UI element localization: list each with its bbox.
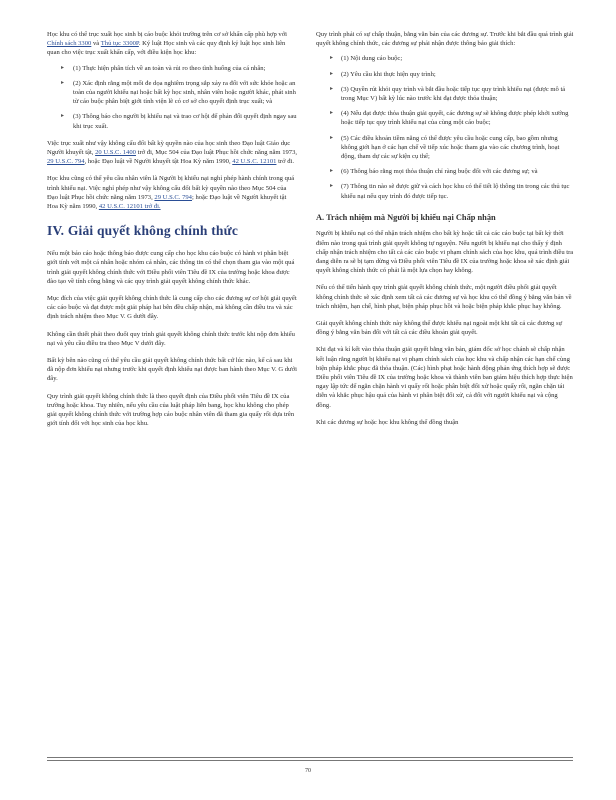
list-item-text: (2) Xác định rằng một mối đe dọa nghiêm trọng sắp xảy ra đối với sức khỏe hoặc an toàn của người khiếu nại hoặc bất kỳ học sinh, nhân viên hoặc người khác, phát sinh từ cáo buộc phân biệt giới tính viện lẽ có cơ sở cho quyết định trục xuất; và xyxy=(73,79,296,106)
leave-paragraph xyxy=(47,174,299,211)
rights-paragraph xyxy=(47,139,299,167)
bullet-icon: ▸ xyxy=(330,55,334,62)
rights-text: Việc trục xuất như vậy không cấu đổi bất kỳ quyền nào của học sinh theo Đạo luật Giáo dục Người khuyết tật, xyxy=(47,139,291,157)
list-item xyxy=(47,79,299,107)
list-item-text: (1) Nội dung cáo buộc; xyxy=(341,55,403,63)
list-item xyxy=(47,112,299,130)
list-item xyxy=(316,167,574,176)
bullet-icon: ▸ xyxy=(61,113,65,120)
list-item-text: (3) Quyền rút khỏi quy trình và bắt đầu hoặc tiếp tục quy trình khiếu nại (được mô tả trong Mục V) bất kỳ lúc nào trước khi đạt được thỏa thuận; xyxy=(341,85,566,103)
subsection-heading: A. Trách nhiệm mà Người bị khiếu nại Chấp nhận xyxy=(316,212,496,222)
list-item xyxy=(316,85,574,103)
body-paragraph: Giải quyết không chính thức này không thể được khiếu nại ngoài một khi tất cả các đương sự đồng ý bằng văn bản đối với tất cả các điều khoản giải quyết. xyxy=(316,319,563,337)
body-paragraph: Người bị khiếu nại có thể nhận trách nhiệm cho bất kỳ hoặc tất cả các cáo buộc tại bất kỳ thời điểm nào trong quá trình giải quyết không tự nguyện. Nếu người bị khiếu nại cho thấy ý định chấp nhận trách nhiệm cho tất cả các cáo buộc vi phạm chính sách của học khu, quá trình điều tra đang diễn ra sẽ bị tạm dừng và Điều phối viên Tiêu đề IX của trường hoặc khoa sẽ xác định giải quyết không chính thức có phải là một lựa chọn hay không. xyxy=(316,230,574,275)
list-item xyxy=(316,54,574,63)
body-paragraph: Mục đích của việc giải quyết không chính thức là cung cấp cho các đương sự cơ hội giải quyết các cáo buộc và đạt được một giải pháp hai bên đều chấp nhận, mà không cần điều tra và xác định trách nhiệm theo Mục V. G dưới đây. xyxy=(47,295,297,321)
bullet-icon: ▸ xyxy=(330,183,334,190)
list-item xyxy=(316,109,574,127)
bullet-icon: ▸ xyxy=(330,134,334,141)
right-column xyxy=(316,30,574,427)
intro-text: Học khu có thể trục xuất học sinh bị cáo buộc khỏi trường trên cơ sở khẩn cấp phù hợp với xyxy=(47,31,288,38)
intro-paragraph xyxy=(47,30,299,58)
body-paragraph: Nếu có thể tiến hành quy trình giải quyết không chính thức, một người điều phối giải quyết không chính thức sẽ xác định xem tất cả các đương sự và học khu có thể đồng ý bằng văn bản về trách nhiệm, hạn chế, hình phạt, biện pháp phục hồi và hoặc biện pháp khắc phục hay không. xyxy=(316,284,572,310)
list-item-text: (6) Thông báo rằng mọi thỏa thuận chỉ ràng buộc đối với các đương sự; và xyxy=(341,168,538,176)
list-item xyxy=(316,182,574,200)
list-item-text: (1) Thực hiện phân tích về an toàn và rủi ro theo tình huống của cá nhân; xyxy=(73,64,266,72)
body-paragraph: Nếu một báo cáo hoặc thông báo được cung cấp cho học khu cáo buộc có hành vi phân biệt giới tính với một cá nhân hoặc nhóm cá nhân, các thông tin có thể chọn tham gia vào một quá trình giải quyết không chính thức với Điều phối viên Tiêu đề IX của trường hoặc khoa được đào tạo về tính công bằng và các quy trình giải quyết không chính thức khác. xyxy=(47,250,295,285)
bullet-icon: ▸ xyxy=(330,168,334,175)
rights-text-4: trở đi. xyxy=(278,158,295,166)
notice-items-list xyxy=(316,54,574,200)
footer-rule-bottom xyxy=(47,760,573,761)
policy-3300-link[interactable]: Chính sách 3300 xyxy=(47,40,92,48)
bullet-icon: ▸ xyxy=(330,110,334,117)
leave-text: Học khu cũng có thể yêu cầu nhân viên là Người bị khiếu nại nghỉ phép hành chính trong quá trình khiếu nại. Việc nghỉ phép như vậy không cấu đổi bất kỳ quyền nào theo Mục 504 của Đạo luật Phục hồi chức năng năm 1973, xyxy=(47,175,295,201)
body-paragraph: Không cần thiết phải theo đuổi quy trình giải quyết không chính thức trước khi nộp đơn khiếu nại và yêu cầu điều tra theo Mục V dưới đây. xyxy=(47,330,295,347)
list-item-text: (3) Thông báo cho người bị khiếu nại và trao cơ hội để phản đối quyết định ngay sau khi trục xuất. xyxy=(73,113,297,130)
list-item xyxy=(47,64,299,73)
list-item-text: (4) Nếu đạt được thỏa thuận giải quyết, các đương sự sẽ không được phép khởi xướng hoặc tiếp tục quy trình khiếu nại của cùng một cáo buộc; xyxy=(341,110,569,127)
list-item xyxy=(316,134,574,162)
usc-29-794-link[interactable]: 29 U.S.C. 794 xyxy=(47,158,85,166)
bullet-icon: ▸ xyxy=(330,85,334,92)
usc-42-12101-link-2[interactable]: 42 U.S.C. 12101 trở đi. xyxy=(98,203,161,211)
page-number: 70 xyxy=(305,768,311,774)
list-item-text: (5) Các điều khoản tiềm năng có thể được yêu cầu hoặc cung cấp, bao gồm nhưng không giới hạn ở các hạn chế về tiếp xúc hoặc tham gia vào các chương trình, hoạt động, tham dự các sự kiện cụ thể; xyxy=(341,134,560,161)
body-paragraph: Bất kỳ bên nào cũng có thể yêu cầu giải quyết không chính thức bất cứ lúc nào, kể cả sau khi đã nộp đơn khiếu nại nhưng trước khi quyết định khiếu nại được ban hành theo Mục V. G dưới đây. xyxy=(47,357,297,383)
intro-text-2: . Ký luật Học sinh và các quy định kỷ luật học sinh liên quan cho việc trục xuất khẩn cấp, với điều kiện học khu: xyxy=(47,40,286,57)
left-column xyxy=(47,30,299,429)
rights-text-3: , hoặc Đạo luật về Người khuyết tật Hoa Kỳ năm 1990, xyxy=(84,158,231,166)
removal-conditions-list xyxy=(47,64,299,131)
usc-20-1400-link[interactable]: 20 U.S.C. 1400 xyxy=(95,149,136,157)
usc-29-794-link-2[interactable]: 29 U.S.C. 794 xyxy=(154,193,192,201)
body-paragraph: Quy trình giải quyết không chính thức là theo quyết định của Điều phối viên Tiêu đề IX của trường hoặc khoa. Tuy nhiên, nếu yêu cầu của luật pháp liên bang, học khu không cho phép giải quyết không chính thức với trường hợp cáo buộc nhân viên đã tham gia quấy rối dựa trên giới tính đối với học sinh của học khu. xyxy=(47,392,295,428)
section-heading: IV. Giải quyết không chính thức xyxy=(47,223,239,239)
list-item xyxy=(316,70,574,79)
bullet-icon: ▸ xyxy=(61,64,65,71)
body-paragraph: Khi đạt và kí kết vào thỏa thuận giải quyết bằng văn bản, giám đốc sở học chánh sẽ chấp nhận kết luận rằng người bị khiếu nại vi phạm chính sách của học khu và chấp nhận các hạn chế cùng biện pháp khắc phục đã thỏa thuận. (Các) hình phạt hoặc hành động phản ứng thích hợp sẽ được Điều phối viên Tiêu đề IX của trường hoặc khoa và thành viên ban giám hiệu thích hợp thực hiện ngay lập tức để ngăn chặn hành vi quấy rối hoặc phân biệt đối xử hoặc quấy rối, ngăn chặn tái diễn và khắc phục hậu quả của hành vi phân biệt đối xử, cả đối với người khiếu nại và cộng đồng. xyxy=(316,346,573,409)
bullet-icon: ▸ xyxy=(61,79,65,86)
usc-42-12101-link[interactable]: 42 U.S.C. 12101 xyxy=(232,158,277,166)
bullet-icon: ▸ xyxy=(330,70,334,77)
procedure-3300p-link[interactable]: Thủ tục 3300P xyxy=(100,40,139,48)
body-paragraph: Khi các đương sự hoặc học khu không thể đồng thuận xyxy=(316,418,459,426)
intro-paragraph-right: Quy trình phải có sự chấp thuận, bằng văn bản của các đương sự. Trước khi bắt đầu quá trình giải quyết không chính thức, các đương sự phải nhận được thông báo giải thích: xyxy=(316,31,574,48)
list-item-text: (2) Yêu cầu khi thực hiện quy trình; xyxy=(341,70,436,78)
leave-text-2: ; hoặc Đạo luật về Người khuyết tật Hoa Kỳ năm 1990, xyxy=(47,193,287,211)
rights-text-2: trở đi, Mục 504 của Đạo luật Phục hồi chức năng năm 1973, xyxy=(137,149,298,157)
intro-and-text: và xyxy=(92,40,100,48)
list-item-text: (7) Thông tin nào sẽ được giữ và cách học khu có thể tiết lộ thông tin trong các thủ tục khiếu nại nếu quy trình đó được tiếp tục. xyxy=(341,183,570,200)
footer-rule-top xyxy=(47,757,573,758)
